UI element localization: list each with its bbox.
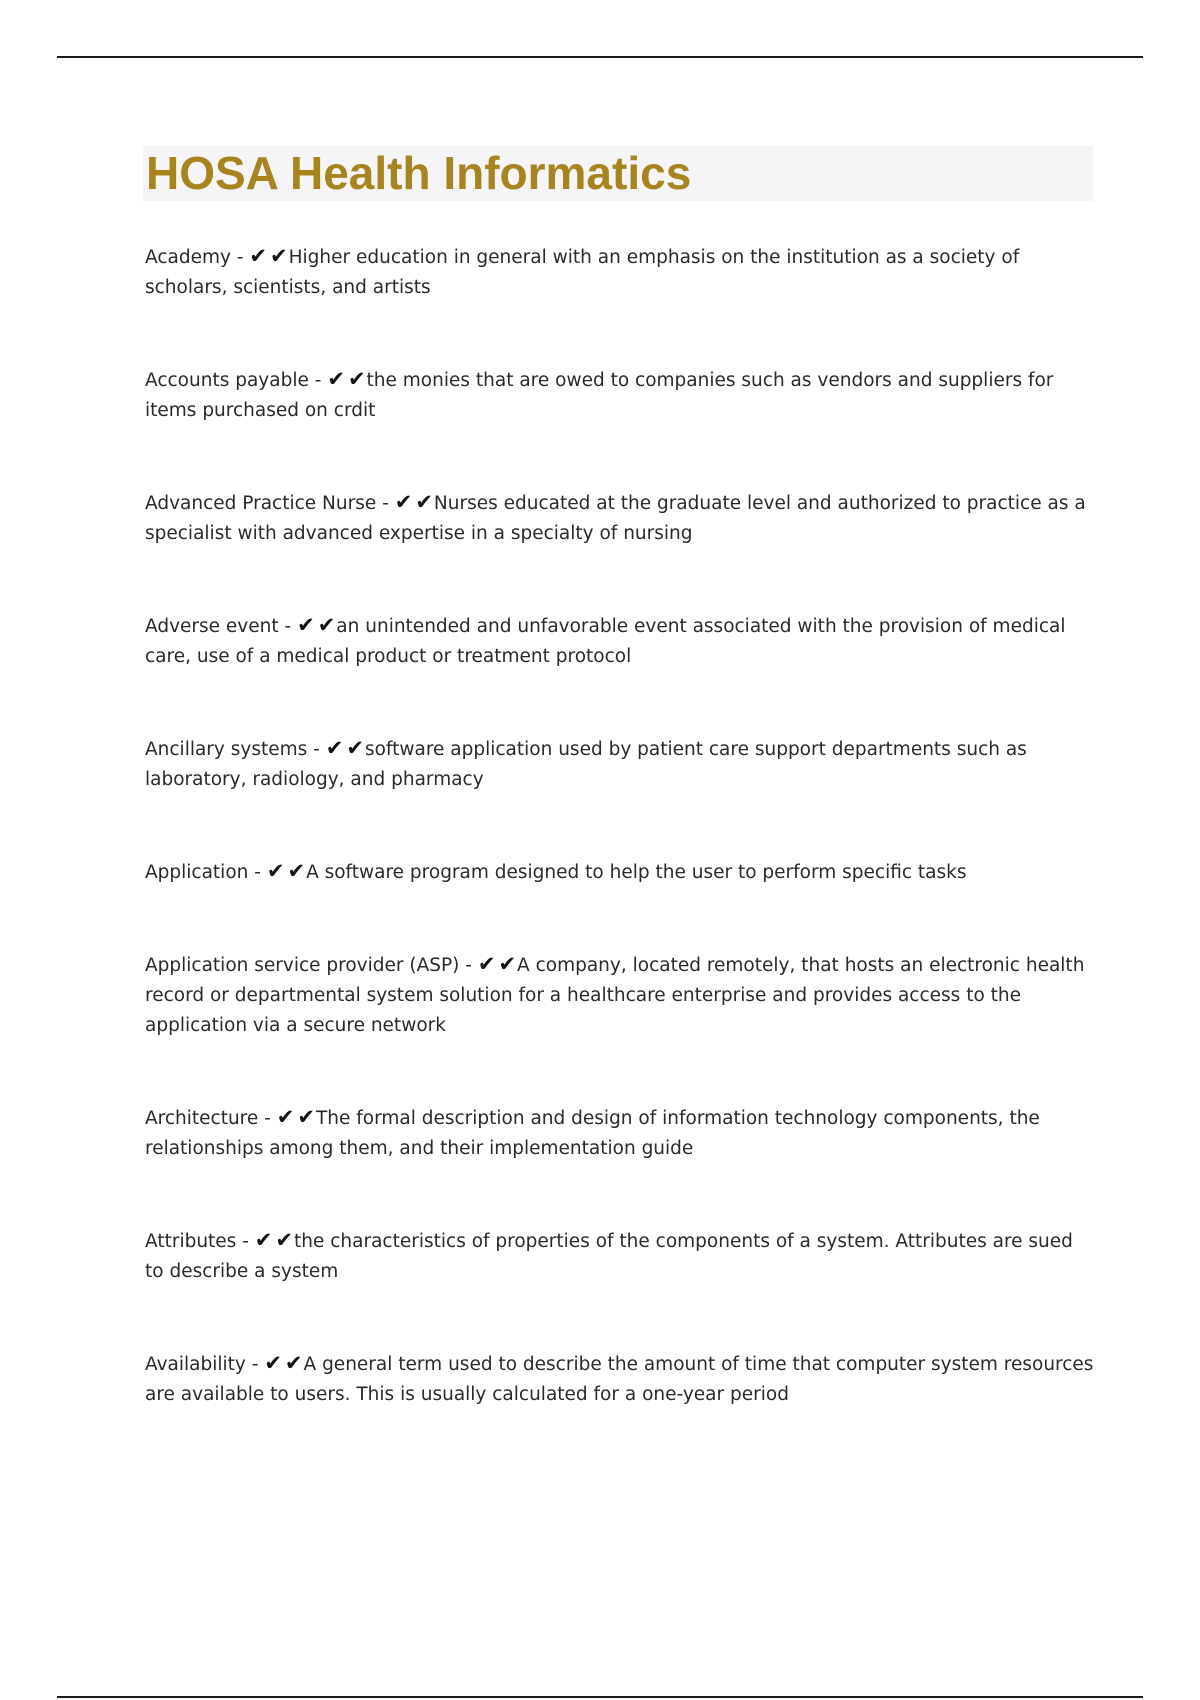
entry-separator: -	[264, 1108, 271, 1129]
entry-term: Advanced Practice Nurse	[145, 493, 377, 514]
entry-definition: Nurses educated at the graduate level and authorized to practice as a specialist with advanced expertise in a specialty of nursing	[145, 493, 1086, 544]
entry-term: Availability	[145, 1354, 246, 1375]
entry-separator: -	[242, 1231, 249, 1252]
check-mark-icon: ✔	[254, 1228, 273, 1252]
glossary-entry	[145, 858, 1095, 888]
entry-definition: the monies that are owed to companies such as vendors and suppliers for items purchased on crdit	[145, 370, 1054, 421]
entry-definition: Higher education in general with an emphasis on the institution as a society of scholars, scientists, and artists	[145, 247, 1020, 298]
check-mark-icon: ✔	[346, 736, 364, 760]
glossary-list	[145, 243, 1095, 1410]
check-mark-icon: ✔	[394, 490, 413, 514]
glossary-entry	[145, 1227, 1095, 1287]
check-mark-icon: ✔	[347, 367, 366, 391]
entry-term: Ancillary systems	[145, 739, 308, 760]
entry-separator: -	[251, 1354, 259, 1375]
entry-separator: -	[284, 616, 292, 637]
check-mark-icon: ✔	[317, 613, 336, 637]
check-mark-icon: ✔	[249, 244, 268, 268]
check-mark-icon: ✔	[264, 1351, 282, 1375]
entry-definition: A company, located remotely, that hosts an electronic health record or departmental system solution for a healthcare enterprise and provides access to the application via a secure network	[145, 955, 1085, 1036]
entry-definition: an unintended and unfavorable event associated with the provision of medical care, use of a medical product or treatment protocol	[145, 616, 1066, 667]
entry-separator: -	[254, 862, 261, 883]
check-mark-icon: ✔	[284, 1351, 303, 1375]
entry-separator: -	[314, 370, 322, 391]
entry-term: Application service provider (ASP)	[145, 955, 460, 976]
check-mark-icon: ✔	[477, 952, 496, 976]
glossary-entry	[145, 735, 1095, 795]
glossary-entry	[145, 366, 1095, 426]
glossary-entry	[145, 1350, 1095, 1410]
check-mark-icon: ✔	[276, 1105, 295, 1129]
entry-separator: -	[382, 493, 389, 514]
page-title: HOSA Health Informatics	[146, 147, 692, 199]
entry-definition: The formal description and design of information technology components, the relationships among them, and their implementation guide	[145, 1108, 1040, 1159]
check-mark-icon: ✔	[297, 1105, 315, 1129]
entry-term: Accounts payable	[145, 370, 309, 391]
check-mark-icon: ✔	[266, 859, 285, 883]
check-mark-icon: ✔	[327, 367, 345, 391]
check-mark-icon: ✔	[415, 490, 433, 514]
check-mark-icon: ✔	[498, 952, 517, 976]
glossary-entry	[145, 243, 1095, 303]
bottom-rule	[57, 1696, 1143, 1698]
entry-separator: -	[313, 739, 320, 760]
check-mark-icon: ✔	[275, 1228, 294, 1252]
entry-definition: the characteristics of properties of the components of a system. Attributes are sued to describe a system	[145, 1231, 1073, 1282]
entry-term: Academy	[145, 247, 231, 268]
entry-separator: -	[236, 247, 244, 268]
top-rule	[57, 56, 1143, 58]
entry-definition: software application used by patient care support departments such as laboratory, radiology, and pharmacy	[145, 739, 1027, 790]
check-mark-icon: ✔	[287, 859, 306, 883]
check-mark-icon: ✔	[270, 244, 288, 268]
glossary-entry	[145, 951, 1095, 1041]
entry-term: Adverse event	[145, 616, 279, 637]
entry-term: Attributes	[145, 1231, 237, 1252]
check-mark-icon: ✔	[325, 736, 344, 760]
entry-definition: A software program designed to help the user to perform specific tasks	[306, 862, 967, 883]
glossary-entry	[145, 489, 1095, 549]
entry-definition: A general term used to describe the amount of time that computer system resources are available to users. This is usually calculated for a one-year period	[145, 1354, 1094, 1405]
check-mark-icon: ✔	[297, 613, 315, 637]
entry-term: Application	[145, 862, 249, 883]
entry-term: Architecture	[145, 1108, 259, 1129]
glossary-entry	[145, 1104, 1095, 1164]
entry-separator: -	[465, 955, 472, 976]
glossary-entry	[145, 612, 1095, 672]
